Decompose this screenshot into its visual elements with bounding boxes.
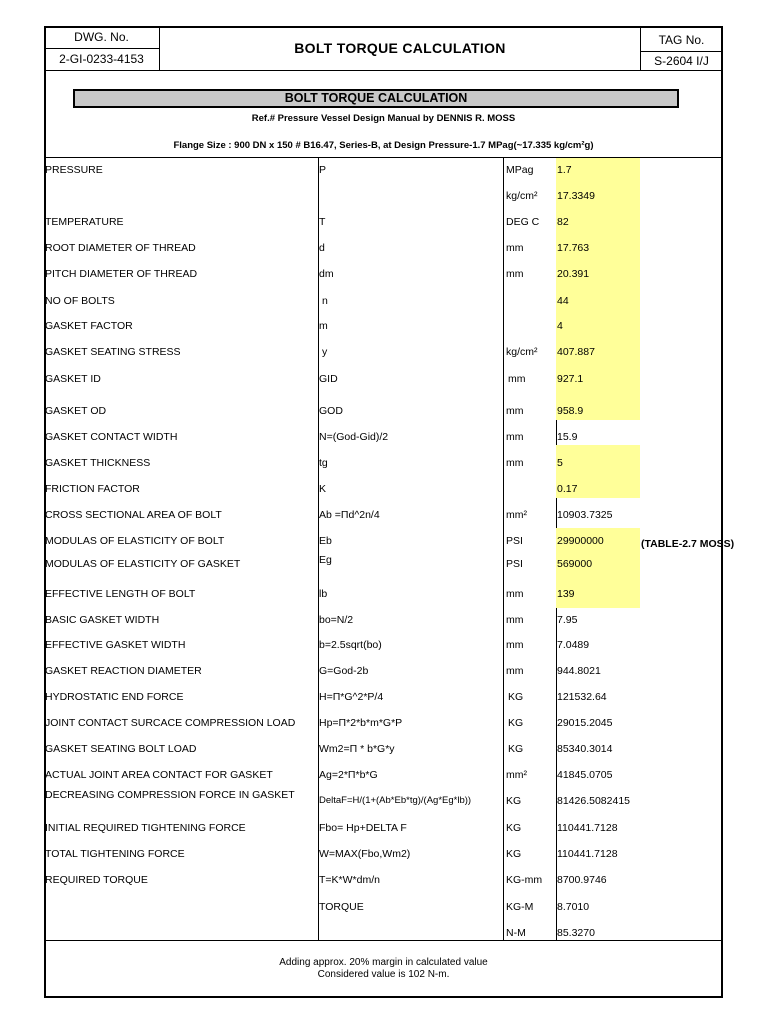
unit: KG-M bbox=[506, 901, 534, 913]
value: 139 bbox=[557, 588, 575, 600]
symbol-formula: Wm2=Π * b*G*y bbox=[319, 743, 395, 755]
symbol-formula: W=MAX(Fbo,Wm2) bbox=[319, 848, 411, 860]
symbol-formula: T bbox=[319, 216, 326, 228]
value: 7.95 bbox=[557, 614, 578, 626]
symbol-formula: dm bbox=[319, 268, 334, 280]
table-row bbox=[0, 295, 768, 315]
unit: KG-mm bbox=[506, 874, 543, 886]
parameter-name: PITCH DIAMETER OF THREAD bbox=[45, 268, 198, 280]
table-row bbox=[0, 901, 768, 921]
value: 82 bbox=[557, 216, 569, 228]
symbol-formula: d bbox=[319, 242, 325, 254]
unit: mm bbox=[506, 665, 524, 677]
value: 15.9 bbox=[557, 431, 578, 443]
table-row bbox=[0, 431, 768, 451]
parameter-name: MODULAS OF ELASTICITY OF GASKET bbox=[45, 558, 241, 570]
table-row bbox=[0, 509, 768, 529]
unit: kg/cm² bbox=[506, 346, 538, 358]
table-row bbox=[0, 717, 768, 737]
unit: mm² bbox=[506, 769, 527, 781]
table-row bbox=[0, 346, 768, 366]
parameter-name: BASIC GASKET WIDTH bbox=[45, 614, 160, 626]
symbol-formula: bo=N/2 bbox=[319, 614, 354, 626]
symbol-formula: Hp=Π*2*b*m*G*P bbox=[319, 717, 403, 729]
unit: kg/cm² bbox=[506, 190, 538, 202]
footer-note-1: Adding approx. 20% margin in calculated value bbox=[279, 957, 488, 968]
symbol-formula: Ab =Πd^2n/4 bbox=[319, 509, 380, 521]
table-row bbox=[0, 789, 768, 809]
value: 81426.5082415 bbox=[557, 795, 630, 807]
value: 944.8021 bbox=[557, 665, 601, 677]
parameter-name: MODULAS OF ELASTICITY OF BOLT bbox=[45, 535, 225, 547]
symbol-formula: DeltaF=H/(1+(Ab*Eb*tg)/(Ag*Eg*lb)) bbox=[319, 795, 472, 806]
parameter-name: GASKET FACTOR bbox=[45, 320, 133, 332]
symbol-formula: N=(God-Gid)/2 bbox=[319, 431, 389, 443]
parameter-name: GASKET THICKNESS bbox=[45, 457, 151, 469]
value: 85340.3014 bbox=[557, 743, 613, 755]
section-banner: BOLT TORQUE CALCULATION bbox=[73, 89, 679, 108]
parameter-name: GASKET REACTION DIAMETER bbox=[45, 665, 202, 677]
table-row bbox=[0, 405, 768, 425]
value: 958.9 bbox=[557, 405, 584, 417]
symbol-formula: lb bbox=[319, 588, 328, 600]
unit: KG bbox=[506, 822, 522, 834]
value: 4 bbox=[557, 320, 563, 332]
value: 44 bbox=[557, 295, 569, 307]
table-row bbox=[0, 743, 768, 763]
symbol-formula: T=K*W*dm/n bbox=[319, 874, 380, 886]
table-row bbox=[0, 320, 768, 340]
value: 29015.2045 bbox=[557, 717, 613, 729]
parameter-name: EFFECTIVE GASKET WIDTH bbox=[45, 639, 186, 651]
table-row bbox=[0, 554, 768, 578]
table-row bbox=[0, 639, 768, 659]
symbol-formula: b=2.5sqrt(bo) bbox=[319, 639, 382, 651]
value: 569000 bbox=[557, 558, 593, 570]
symbol-formula: n bbox=[322, 295, 328, 307]
value: 927.1 bbox=[557, 373, 584, 385]
value: 5 bbox=[557, 457, 563, 469]
table-row bbox=[0, 373, 768, 393]
reference-line: Ref.# Pressure Vessel Design Manual by DENNIS R. MOSS bbox=[251, 113, 516, 124]
table-row bbox=[0, 822, 768, 842]
unit: KG bbox=[506, 795, 522, 807]
unit: mm bbox=[506, 457, 524, 469]
symbol-formula: Eb bbox=[319, 535, 332, 547]
symbol-formula: Ag=2*Π*b*G bbox=[319, 769, 378, 781]
dwg-divider bbox=[44, 48, 159, 49]
unit: KG bbox=[508, 717, 524, 729]
parameter-name: ACTUAL JOINT AREA CONTACT FOR GASKET bbox=[45, 769, 273, 781]
unit: mm bbox=[506, 639, 524, 651]
parameter-name: HYDROSTATIC END FORCE bbox=[45, 691, 184, 703]
value: 85.3270 bbox=[557, 927, 595, 939]
unit: KG bbox=[508, 743, 524, 755]
table-row bbox=[0, 268, 768, 288]
table-row bbox=[0, 927, 768, 947]
unit: mm bbox=[508, 373, 526, 385]
parameter-name: DECREASING COMPRESSION FORCE IN GASKET bbox=[45, 789, 295, 801]
value: 8.7010 bbox=[557, 901, 590, 913]
value: 1.7 bbox=[557, 164, 572, 176]
dwg-number: 2-GI-0233-4153 bbox=[59, 52, 144, 66]
parameter-name: PRESSURE bbox=[45, 164, 103, 176]
unit: mm bbox=[506, 431, 524, 443]
parameter-name: GASKET OD bbox=[45, 405, 107, 417]
table-row bbox=[0, 535, 768, 555]
reference-note: (TABLE-2.7 MOSS) bbox=[641, 538, 735, 550]
value: 29900000 bbox=[557, 535, 604, 547]
unit: PSI bbox=[506, 535, 523, 547]
symbol-formula: TORQUE bbox=[319, 901, 364, 913]
dwg-label: DWG. No. bbox=[74, 30, 129, 44]
symbol-formula: GOD bbox=[319, 405, 343, 417]
value: 41845.0705 bbox=[557, 769, 613, 781]
table-row bbox=[0, 588, 768, 608]
symbol-formula: tg bbox=[319, 457, 328, 469]
table-row bbox=[0, 164, 768, 184]
page-title: BOLT TORQUE CALCULATION bbox=[294, 40, 506, 56]
value: 7.0489 bbox=[557, 639, 590, 651]
table-row bbox=[0, 691, 768, 711]
symbol-formula: Fbo= Hp+DELTA F bbox=[319, 822, 407, 834]
parameter-name: GASKET SEATING STRESS bbox=[45, 346, 181, 358]
unit: KG bbox=[506, 848, 522, 860]
unit: mm² bbox=[506, 509, 527, 521]
table-row bbox=[0, 665, 768, 685]
unit: mm bbox=[506, 614, 524, 626]
parameter-name: NO OF BOLTS bbox=[45, 295, 115, 307]
footer-note-2: Considered value is 102 N-m. bbox=[317, 969, 450, 980]
table-row bbox=[0, 242, 768, 262]
value: 20.391 bbox=[557, 268, 590, 280]
symbol-formula: K bbox=[319, 483, 327, 495]
table-row bbox=[0, 216, 768, 236]
parameter-name: TOTAL TIGHTENING FORCE bbox=[45, 848, 185, 860]
table-row bbox=[0, 848, 768, 868]
table-row bbox=[0, 457, 768, 477]
table-row bbox=[0, 769, 768, 789]
parameter-name: INITIAL REQUIRED TIGHTENING FORCE bbox=[45, 822, 246, 834]
parameter-name: ROOT DIAMETER OF THREAD bbox=[45, 242, 196, 254]
parameter-name: REQUIRED TORQUE bbox=[45, 874, 148, 886]
unit: mm bbox=[506, 268, 524, 280]
parameter-name: FRICTION FACTOR bbox=[45, 483, 140, 495]
unit: mm bbox=[506, 588, 524, 600]
symbol-formula: G=God-2b bbox=[319, 665, 369, 677]
table-row bbox=[0, 614, 768, 634]
unit: DEG C bbox=[506, 216, 540, 228]
flange-size-line: Flange Size : 900 DN x 150 # B16.47, Series-B, at Design Pressure-1.7 MPag(~17.335 kg/cm²g) bbox=[173, 140, 594, 151]
symbol-formula: H=Π*G^2*P/4 bbox=[319, 691, 384, 703]
value: 407.887 bbox=[557, 346, 595, 358]
value: 110441.7128 bbox=[557, 848, 618, 860]
value: 121532.64 bbox=[557, 691, 607, 703]
symbol-formula: y bbox=[322, 346, 328, 358]
tag-number: S-2604 I/J bbox=[654, 54, 709, 68]
table-row bbox=[0, 874, 768, 894]
value: 10903.7325 bbox=[557, 509, 613, 521]
unit: KG bbox=[508, 691, 524, 703]
header-bottom-rule bbox=[44, 70, 723, 71]
table-row bbox=[0, 483, 768, 503]
value: 17.763 bbox=[557, 242, 590, 254]
parameter-name: TEMPERATURE bbox=[45, 216, 124, 228]
tag-label: TAG No. bbox=[658, 33, 705, 47]
parameter-name: GASKET ID bbox=[45, 373, 101, 385]
value: 17.3349 bbox=[557, 190, 595, 202]
symbol-formula: Eg bbox=[319, 554, 332, 566]
symbol-formula: P bbox=[319, 164, 327, 176]
symbol-formula: GID bbox=[319, 373, 338, 385]
symbol-formula: m bbox=[319, 320, 328, 332]
parameter-name: GASKET CONTACT WIDTH bbox=[45, 431, 178, 443]
tag-divider bbox=[640, 51, 723, 52]
parameter-name: JOINT CONTACT SURCACE COMPRESSION LOAD bbox=[45, 717, 296, 729]
unit: mm bbox=[506, 405, 524, 417]
parameter-name: EFFECTIVE LENGTH OF BOLT bbox=[45, 588, 196, 600]
value: 0.17 bbox=[557, 483, 578, 495]
value: 8700.9746 bbox=[557, 874, 607, 886]
unit: mm bbox=[506, 242, 524, 254]
unit: MPag bbox=[506, 164, 534, 176]
parameter-name: GASKET SEATING BOLT LOAD bbox=[45, 743, 197, 755]
unit: N-M bbox=[506, 927, 526, 939]
parameter-name: CROSS SECTIONAL AREA OF BOLT bbox=[45, 509, 222, 521]
unit: PSI bbox=[506, 558, 523, 570]
value: 110441.7128 bbox=[557, 822, 618, 834]
table-row bbox=[0, 190, 768, 210]
